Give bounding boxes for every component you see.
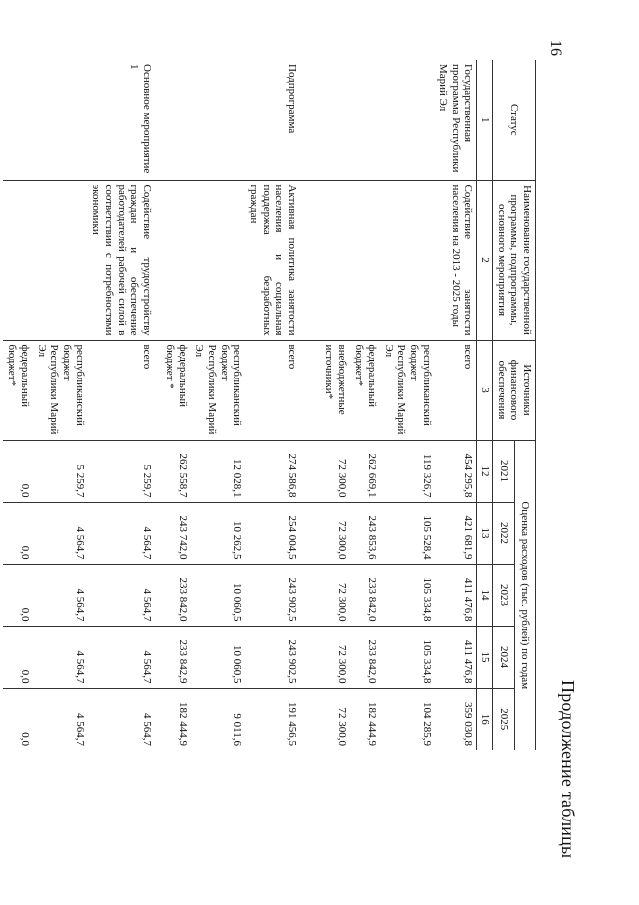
continuation-title: Продолжение таблицы [558,680,578,859]
cell-status [3,60,33,180]
cell-value: 4 564,7 [33,502,88,564]
cell-name [161,180,191,340]
cell-source: всего [435,340,477,440]
page-number: 16 [547,40,564,56]
header-estimate: Оценка расходов (тыс. рублей) по годам [514,440,535,750]
cell-value: 254 004,5 [245,502,306,564]
cell-value: 4 564,7 [88,626,161,688]
cell-value: 454 295,8 [435,440,477,502]
table-row [435,60,477,750]
cell-status [161,60,191,180]
cell-source: республиканский бюджет Республики Марий Эл [380,340,435,440]
cell-value: 105 528,4 [380,502,435,564]
cell-value: 233 842,0 [350,626,380,688]
cell-value: 233 842,9 [161,626,191,688]
cell-value: 10 060,5 [191,626,246,688]
cell-status: Основное мероприятие 1 [128,64,153,174]
cell-value: 5 259,7 [88,440,161,502]
cell-value: 105 334,8 [380,564,435,626]
cell-name [380,180,435,340]
cell-value: 72 300,0 [306,440,350,502]
cell-source: республиканский бюджет Республики Марий Эл [33,340,88,440]
cell-source: федеральный бюджет * [161,340,191,440]
cell-value: 105 334,8 [380,626,435,688]
column-number: 16 [477,688,493,750]
cell-name: Содействие занятости населения на 2013 - 2025 годы [435,180,477,340]
table-row [3,60,33,750]
cell-value: 243 902,5 [245,626,306,688]
cell-value: 72 300,0 [306,626,350,688]
header-year: 2022 [493,502,514,564]
cell-name [350,180,380,340]
cell-value: 12 028,1 [191,440,246,502]
cell-value: 104 285,9 [380,688,435,750]
table-row [350,60,380,750]
column-number: 13 [477,502,493,564]
cell-value: 4 564,7 [88,688,161,750]
cell-value: 119 326,7 [380,440,435,502]
cell-value: 72 300,0 [306,688,350,750]
cell-source: республиканский бюджет Республики Марий Эл [191,340,246,440]
cell-value: 182 444,9 [161,688,191,750]
cell-value: 359 030,8 [435,688,477,750]
cell-name: Активная политика занятости населения и социальная поддержка безработных граждан [245,180,306,340]
column-number: 2 [477,180,493,340]
table-row [245,60,306,750]
cell-value: 0,0 [3,688,33,750]
cell-source: всего [88,340,161,440]
cell-name [3,180,33,340]
cell-value: 182 444,9 [350,688,380,750]
table-row [191,60,246,750]
cell-value: 72 300,0 [306,564,350,626]
header-name: Наименование государственной программы, подпрограммы, основного мероприятия [493,180,536,340]
cell-value: 10 262,5 [191,502,246,564]
cell-source: всего [245,340,306,440]
table-row [380,60,435,750]
cell-value: 0,0 [3,502,33,564]
cell-status [191,60,246,180]
header-year: 2021 [493,440,514,502]
cell-value: 0,0 [3,626,33,688]
column-number: 14 [477,564,493,626]
cell-value: 243 742,0 [161,502,191,564]
column-number: 12 [477,440,493,502]
cell-value: 411 476,8 [435,564,477,626]
cell-value: 274 586,8 [245,440,306,502]
cell-value: 4 564,7 [88,502,161,564]
column-number: 1 [477,60,493,180]
cell-status: Государственная программа Республики Марий Эл [437,64,475,173]
cell-value: 9 011,6 [191,688,246,750]
header-year: 2023 [493,564,514,626]
cell-value: 262 669,1 [350,440,380,502]
cell-name: Содействие трудоустройству граждан и обеспечение работодателей рабочей силой в соответствии с потребностями экономики [88,180,161,340]
cell-value: 72 300,0 [306,502,350,564]
cell-value: 0,0 [3,440,33,502]
cell-value: 4 564,7 [33,688,88,750]
header-year: 2024 [493,626,514,688]
header-sources: Источники финансового обеспечения [493,340,536,440]
cell-name [191,180,246,340]
cell-name [306,180,350,340]
cell-value: 10 060,5 [191,564,246,626]
table-row [33,60,88,750]
cell-status [306,60,350,180]
header-year: 2025 [493,688,514,750]
cell-source: внебюджетные источники* [306,340,350,440]
cell-status: Подпрограмма [285,64,298,134]
cell-value: 233 842,0 [350,564,380,626]
cell-value: 243 853,6 [350,502,380,564]
cell-status [33,60,88,180]
cell-value: 4 564,7 [33,626,88,688]
cell-source: федеральный бюджет* [3,340,33,440]
column-number: 15 [477,626,493,688]
cell-name [33,180,88,340]
rotated-document [6,40,580,880]
budget-table [3,60,536,750]
cell-value: 421 681,9 [435,502,477,564]
table-row [88,60,161,750]
cell-status [380,60,435,180]
table-row [306,60,350,750]
cell-value: 243 902,5 [245,564,306,626]
header-status: Статус [493,60,536,180]
cell-value: 411 476,8 [435,626,477,688]
cell-value: 0,0 [3,564,33,626]
cell-value: 262 558,7 [161,440,191,502]
table-row [161,60,191,750]
cell-value: 233 842,0 [161,564,191,626]
cell-value: 4 564,7 [33,564,88,626]
cell-value: 4 564,7 [88,564,161,626]
cell-value: 5 259,7 [33,440,88,502]
cell-value: 191 456,5 [245,688,306,750]
cell-source: федеральный бюджет* [350,340,380,440]
column-number: 3 [477,340,493,440]
cell-status [350,60,380,180]
